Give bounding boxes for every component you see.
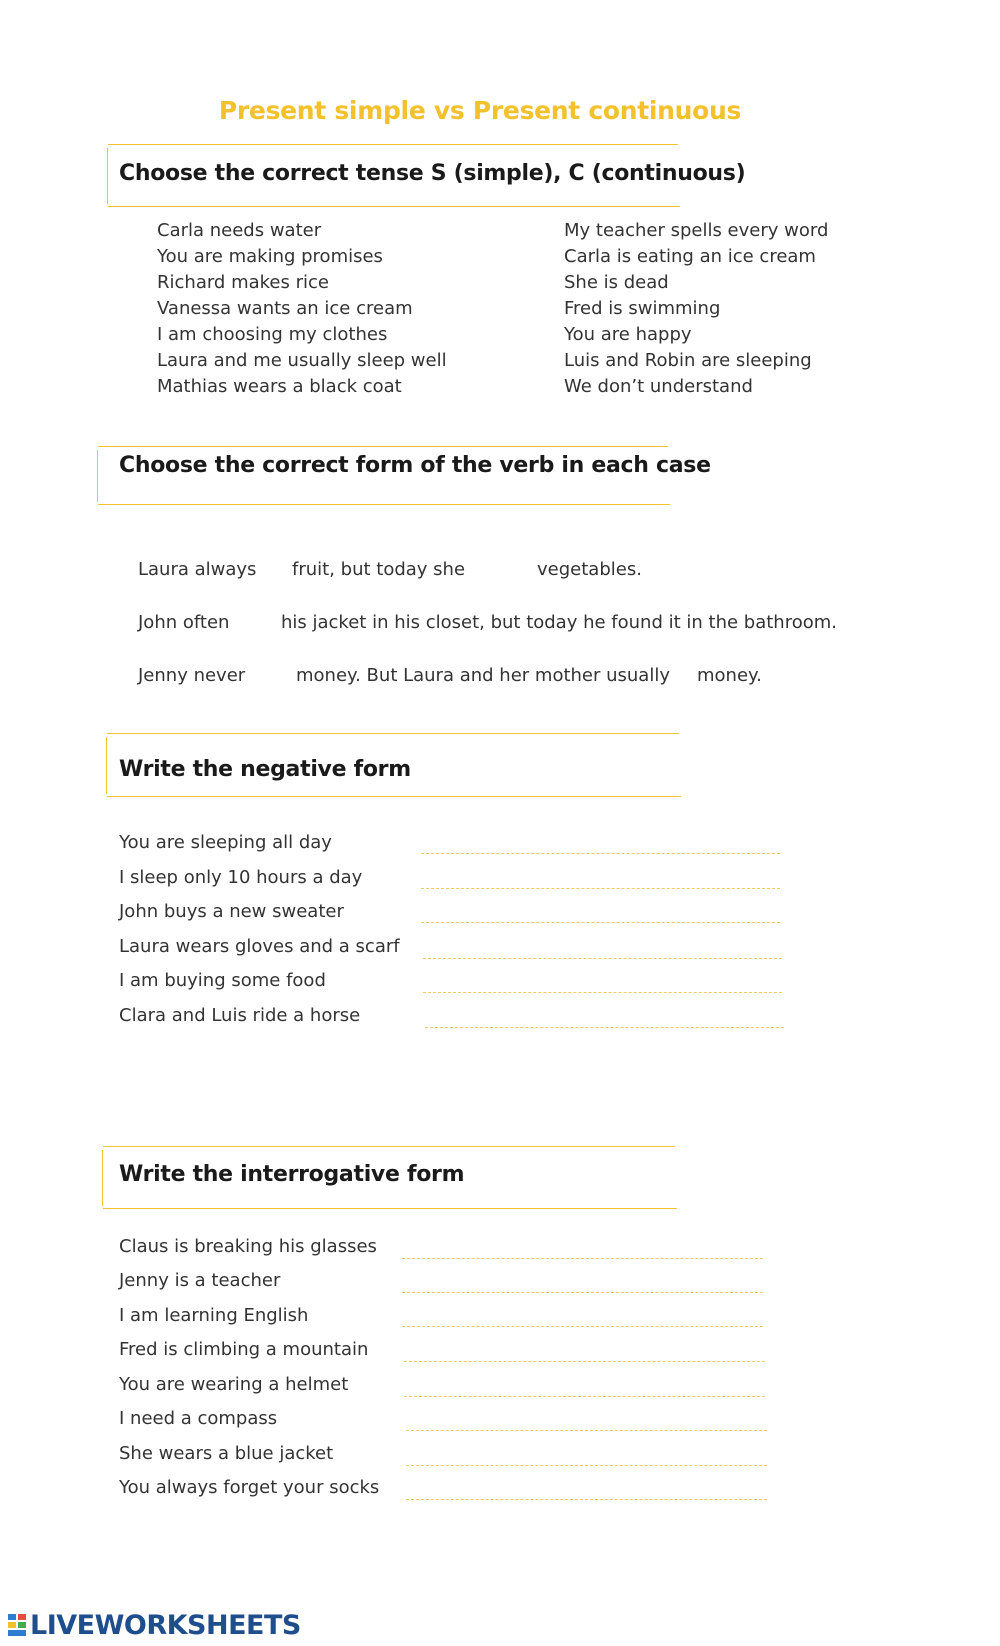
answer-line[interactable] — [423, 958, 782, 959]
list-item: Carla needs water — [157, 220, 322, 241]
list-item: Claus is breaking his glasses — [119, 1236, 377, 1257]
sentence-text: money. But Laura and her mother usually — [296, 665, 670, 686]
answer-line[interactable] — [402, 1326, 763, 1327]
answer-line[interactable] — [404, 1361, 765, 1362]
list-item: We don’t understand — [564, 376, 753, 397]
answer-line[interactable] — [421, 922, 780, 923]
sentence-text: his jacket in his closet, but today he found it in the bathroom. — [281, 612, 837, 633]
answer-line[interactable] — [421, 888, 780, 889]
list-item: John buys a new sweater — [119, 901, 344, 922]
list-item: Fred is swimming — [564, 298, 721, 319]
sentence-text: vegetables. — [537, 559, 642, 580]
answer-line[interactable] — [425, 1027, 784, 1028]
list-item: Laura wears gloves and a scarf — [119, 936, 400, 957]
page-title: Present simple vs Present continuous — [218, 96, 742, 125]
answer-line[interactable] — [402, 1292, 763, 1293]
list-item: You always forget your socks — [119, 1477, 380, 1498]
logo-text: LIVEWORKSHEETS — [30, 1610, 301, 1641]
answer-line[interactable] — [421, 853, 780, 854]
list-item: Vanessa wants an ice cream — [157, 298, 413, 319]
sentence-text: Laura always — [138, 559, 257, 580]
answer-line[interactable] — [406, 1499, 767, 1500]
answer-line[interactable] — [402, 1258, 763, 1259]
logo-icon — [8, 1614, 26, 1636]
list-item: I am buying some food — [119, 970, 326, 991]
list-item: I am learning English — [119, 1305, 309, 1326]
sentence-text: money. — [697, 665, 762, 686]
list-item: You are happy — [564, 324, 692, 345]
section1-heading: Choose the correct tense S (simple), C (continuous) — [119, 161, 746, 186]
list-item: Jenny is a teacher — [119, 1270, 281, 1291]
list-item: Fred is climbing a mountain — [119, 1339, 369, 1360]
liveworksheets-logo — [8, 1610, 301, 1641]
section2-heading: Choose the correct form of the verb in each case — [119, 453, 711, 478]
list-item: You are sleeping all day — [119, 832, 332, 853]
list-item: You are making promises — [157, 246, 383, 267]
list-item: Clara and Luis ride a horse — [119, 1005, 361, 1026]
answer-line[interactable] — [406, 1430, 767, 1431]
list-item: Richard makes rice — [157, 272, 329, 293]
sentence-text: John often — [138, 612, 230, 633]
answer-line[interactable] — [404, 1396, 765, 1397]
list-item: Mathias wears a black coat — [157, 376, 402, 397]
list-item: You are wearing a helmet — [119, 1374, 349, 1395]
section4-heading: Write the interrogative form — [119, 1162, 465, 1187]
list-item: Luis and Robin are sleeping — [564, 350, 812, 371]
list-item: She is dead — [564, 272, 669, 293]
sentence-text: Jenny never — [138, 665, 246, 686]
answer-line[interactable] — [423, 992, 782, 993]
list-item: My teacher spells every word — [564, 220, 829, 241]
list-item: Carla is eating an ice cream — [564, 246, 816, 267]
list-item: Laura and me usually sleep well — [157, 350, 447, 371]
section3-heading: Write the negative form — [119, 757, 411, 782]
sentence-text: fruit, but today she — [292, 559, 466, 580]
answer-line[interactable] — [406, 1465, 767, 1466]
list-item: I need a compass — [119, 1408, 278, 1429]
list-item: She wears a blue jacket — [119, 1443, 334, 1464]
list-item: I am choosing my clothes — [157, 324, 388, 345]
list-item: I sleep only 10 hours a day — [119, 867, 363, 888]
